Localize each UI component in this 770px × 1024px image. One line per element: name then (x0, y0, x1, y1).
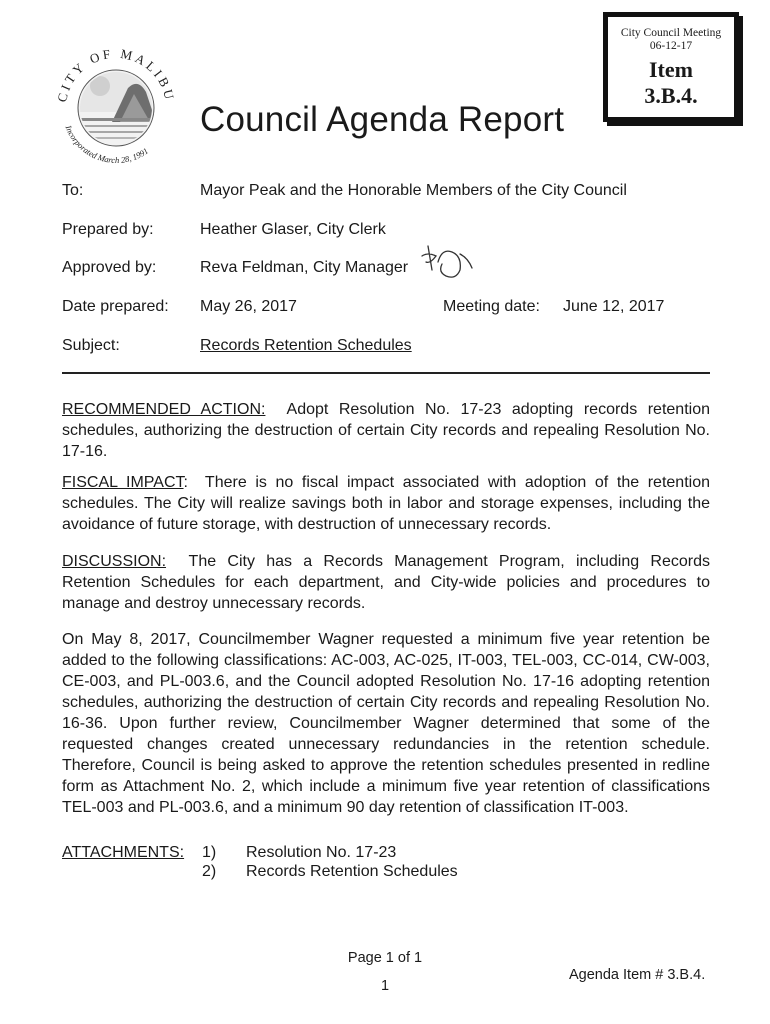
discussion-heading: DISCUSSION: (62, 553, 167, 570)
recommended-action-paragraph (62, 399, 710, 462)
subject-value: Records Retention Schedules (200, 337, 412, 354)
fiscal-impact-heading: FISCAL IMPACT (62, 474, 184, 491)
attachment-1-number: 1) (202, 844, 217, 861)
page-title: Council Agenda Report (200, 100, 565, 139)
agenda-item-footer: Agenda Item # 3.B.4. (569, 967, 706, 983)
subject-label: Subject: (62, 337, 120, 354)
discussion-text: The City has a Records Management Program, including Records Retention Schedules for each department, and City-wide policies and procedures to manage and destroy unnecessary records. (62, 553, 710, 612)
page-count: Page 1 of 1 (347, 950, 423, 966)
manager-initials-signature (416, 240, 474, 284)
page-number: 1 (380, 978, 390, 994)
to-value: Mayor Peak and the Honorable Members of the City Council (200, 182, 627, 199)
item-box-item: Item (649, 57, 693, 82)
item-box-number: 3.B.4. (644, 83, 698, 108)
date-prepared-label: Date prepared: (62, 298, 169, 315)
attachment-2-title: Records Retention Schedules (246, 863, 458, 880)
agenda-item-box (603, 12, 739, 122)
fiscal-impact-paragraph: FISCAL IMPACT: There is no fiscal impact associated with adoption of the retention schedules. The City will realize savings both in labor and storage expenses, including the avoidance of future storage, with destruction of unnecessary records. (62, 474, 710, 533)
meeting-date-label: Meeting date: (443, 298, 540, 315)
attachment-2-number: 2) (202, 863, 217, 880)
recommended-action-heading: RECOMMENDED ACTION: (62, 401, 266, 418)
to-label: To: (62, 182, 84, 199)
approved-by-value: Reva Feldman, City Manager (200, 259, 409, 276)
prepared-by-label: Prepared by: (62, 221, 154, 238)
fiscal-impact-text: There is no fiscal impact associated with adoption of the retention schedules. The City will realize savings both in labor and storage expenses, including the avoidance of future storage, with destruction of unnecessary records. (62, 474, 710, 533)
attachment-1-title: Resolution No. 17-23 (246, 844, 397, 861)
discussion-paragraph-2: On May 8, 2017, Councilmember Wagner requested a minimum five year retention be added to the following classifications: AC-003, AC-025, IT-003, TEL-003, CC-014, CW-003, CE-003, and PL-003.6, and the Council adopted Resolution No. 17-16 adopting retention schedules, authorizing the destruction of certain City records and repealing Resolution No. 16-36. Upon further review, Councilmember Wagner determined that some of the requested changes created unnecessary redundancies in the retention schedule. Therefore, Council is being asked to approve the retention schedules presented in redline form as Attachment No. 2, which include a minimum five year retention of classifications TEL-003 and PL-003.6, and a minimum 90 day retention of classification IT-003. (62, 631, 710, 816)
item-box-date: 06-12-17 (649, 40, 693, 52)
seal-bottom-text: Incorporated March 28, 1991 (63, 123, 151, 166)
item-box-meeting: City Council Meeting (620, 27, 722, 39)
recommended-action-text: Adopt Resolution No. 17-23 adopting records retention schedules, authorizing the destruction of certain City records and repealing Resolution No. 17-16. (62, 401, 710, 460)
date-prepared-value: May 26, 2017 (200, 298, 297, 315)
approved-by-label: Approved by: (62, 259, 157, 276)
city-seal (50, 42, 182, 174)
meeting-date-value: June 12, 2017 (563, 298, 665, 315)
discussion-paragraph (62, 551, 710, 614)
attachments-heading: ATTACHMENTS: (62, 844, 185, 861)
header-divider (62, 372, 710, 374)
seal-top-text: CITY OF MALIBU (54, 45, 178, 104)
prepared-by-value: Heather Glaser, City Clerk (200, 221, 386, 238)
